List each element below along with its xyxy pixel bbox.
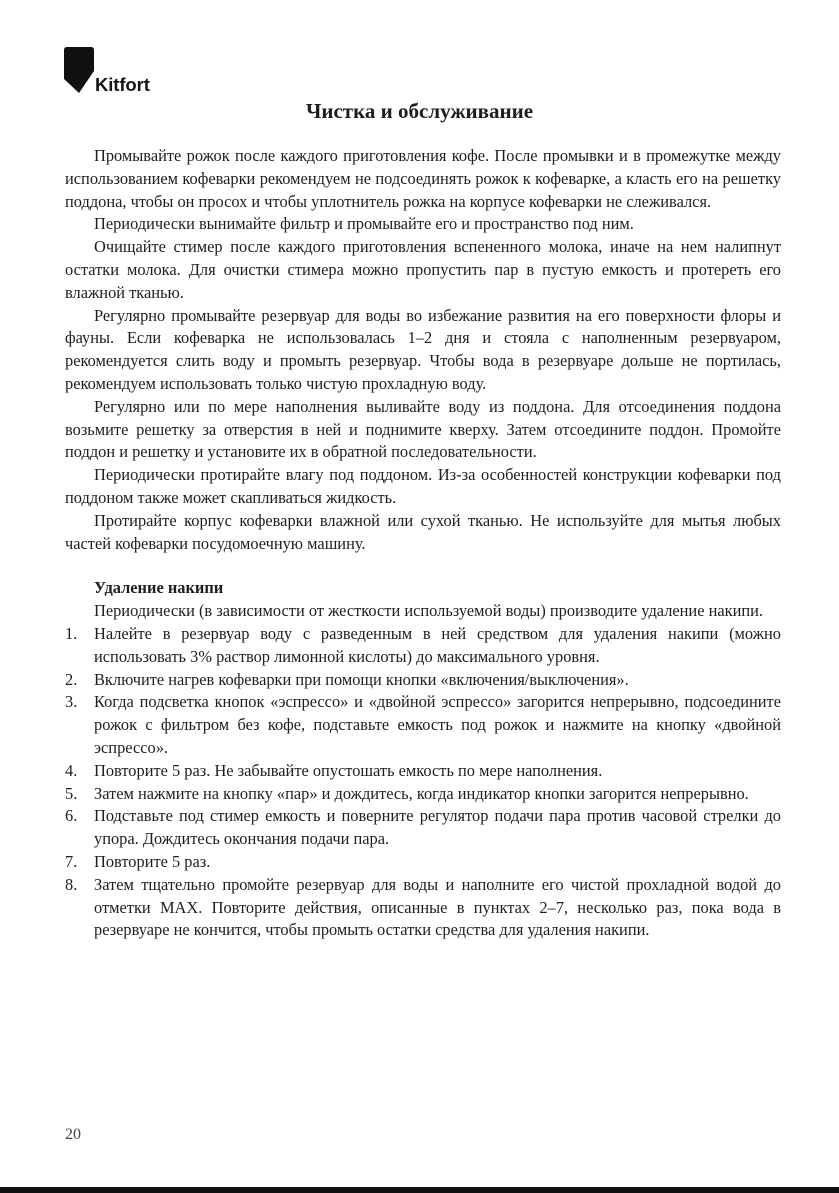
step-text: Включите нагрев кофеварки при помощи кнопки «включения/выключения». — [94, 669, 629, 689]
step-text: Когда подсветка кнопок «эспрессо» и «двойной эспрессо» загорится непрерывно, подсоедините рожок с фильтром без кофе, подставьте емкость под рожок и нажмите на кнопку «двойной эспрессо». — [94, 692, 781, 757]
step-text: Повторите 5 раз. Не забывайте опустошать емкость по мере наполнения. — [94, 760, 603, 780]
list-item — [65, 623, 781, 669]
list-item — [65, 783, 781, 806]
paragraph: Регулярно промывайте резервуар для воды во избежание развития на его поверхности флоры и фауны. Если кофеварка не использовалась 1–2 дня и стояла с наполненным резервуаром, рекомендуется слить воду и промыть резервуар. Чтобы вода в резервуаре дольше не портилась, рекомендуем использовать только чистую прохладную воду. — [65, 305, 781, 393]
descaling-intro: Периодически (в зависимости от жесткости используемой воды) производите удаление накипи. — [94, 601, 763, 621]
page-number: 20 — [65, 1126, 81, 1143]
brand-name: Kitfort — [95, 74, 150, 95]
paragraph: Промывайте рожок после каждого приготовления кофе. После промывки и в промежутке между использованием кофеварки рекомендуем не подсоединять рожок к кофеварке, а класть его на решетку поддона, чтобы он просох и чтобы уплотнитель рожка на корпусе кофеварки не слеживался. — [65, 146, 781, 211]
paragraph: Регулярно или по мере наполнения выливайте воду из поддона. Для отсоединения поддона возьмите решетку за отверстия в ней и поднимите кверху. Затем отсоедините поддон. Промойте поддон и решетку и установите их в обратной последовательности. — [65, 396, 781, 462]
descaling-steps-list — [65, 623, 781, 942]
section-heading-descaling: Удаление накипи — [94, 578, 224, 598]
list-item — [65, 874, 781, 942]
step-text: Затем нажмите на кнопку «пар» и дождитесь, когда индикатор кнопки загорится непрерывно. — [94, 783, 749, 803]
list-item — [65, 760, 781, 783]
bottom-border — [0, 1187, 839, 1193]
step-text: Налейте в резервуар воду с разведенным в ней средством для удаления накипи (можно использовать 3% раствор лимонной кислоты) до максимального уровня. — [94, 623, 781, 666]
paragraph: Периодически вынимайте фильтр и промывайте его и пространство под ним. — [94, 214, 634, 234]
step-number: 7. — [65, 851, 78, 871]
step-number: 4. — [65, 760, 78, 780]
step-text: Подставьте под стимер емкость и поверните регулятор подачи пара против часовой стрелки до упора. Дождитесь окончания подачи пара. — [94, 806, 781, 849]
main-content — [65, 145, 781, 942]
page-title: Чистка и обслуживание — [305, 99, 534, 123]
paragraph: Периодически протирайте влагу под поддоном. Из-за особенностей конструкции кофеварки под поддоном также может скапливаться жидкость. — [65, 465, 781, 507]
step-text: Затем тщательно промойте резервуар для воды и наполните его чистой прохладной водой до отметки MAX. Повторите действия, описанные в пунктах 2–7, несколько раз, пока вода в резервуаре не кончится, чтобы промыть остатки средства для удаления накипи. — [94, 874, 781, 940]
paragraph: Очищайте стимер после каждого приготовления вспененного молока, иначе на нем налипнут остатки молока. Для очистки стимера можно пропустить пар в пустую емкость и протереть его влажной тканью. — [65, 237, 781, 302]
kitfort-logo-mark-icon — [64, 47, 94, 95]
step-number: 3. — [65, 692, 78, 712]
kitfort-logo — [64, 47, 184, 99]
list-item — [65, 669, 781, 692]
paragraph: Протирайте корпус кофеварки влажной или сухой тканью. Не используйте для мытья любых частей кофеварки посудомоечную машину. — [65, 510, 781, 553]
step-number: 6. — [65, 806, 78, 826]
list-item — [65, 851, 781, 874]
step-number: 5. — [65, 783, 78, 803]
step-text: Повторите 5 раз. — [94, 851, 211, 871]
step-number: 2. — [65, 669, 78, 689]
step-number: 8. — [65, 874, 78, 894]
step-number: 1. — [65, 623, 78, 643]
list-item — [65, 691, 781, 759]
list-item — [65, 805, 781, 851]
